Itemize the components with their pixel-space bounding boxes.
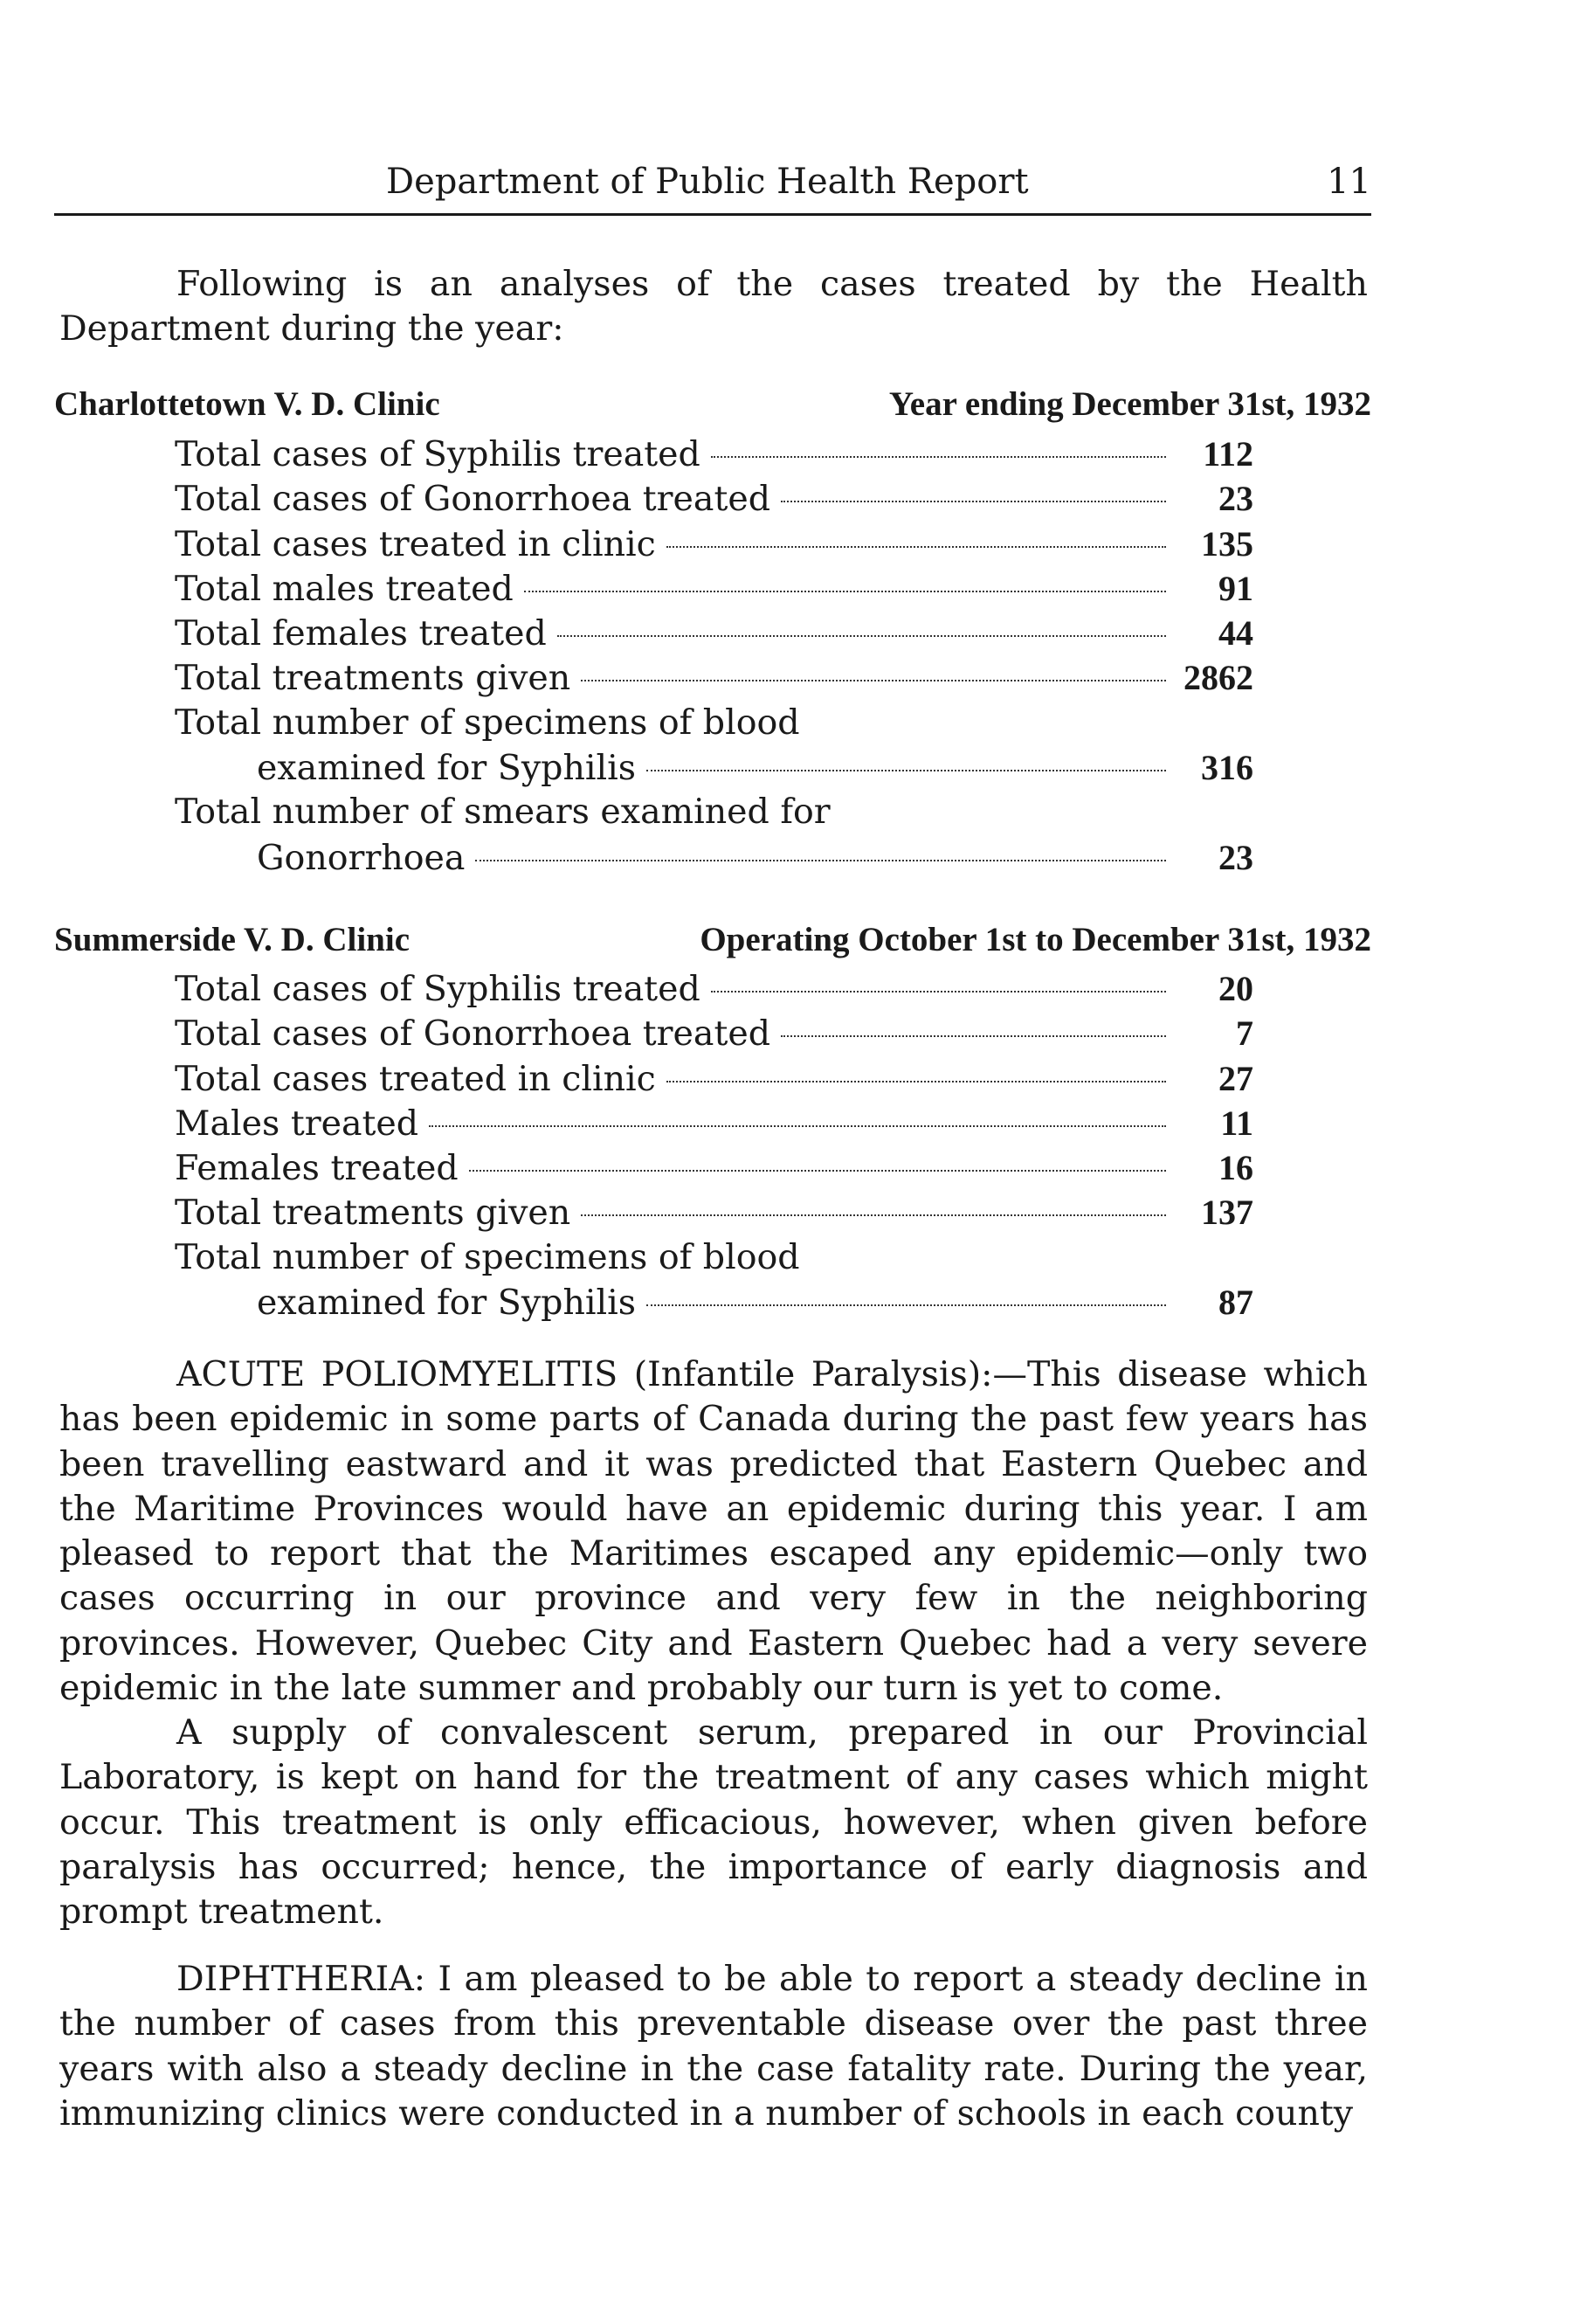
stat-value: 2862 (1183, 658, 1253, 698)
stat-row (175, 1145, 1253, 1190)
stat-label: Total cases treated in clinic (175, 1058, 656, 1099)
stat-label: Total cases of Gonorrhoea treated (175, 1013, 771, 1055)
dot-leader (524, 591, 1166, 592)
dot-leader (581, 1214, 1166, 1216)
dot-leader (711, 991, 1166, 993)
stat-label: Total cases of Syphilis treated (175, 969, 700, 1009)
stat-row (175, 476, 1253, 521)
serum-paragraph: A supply of convalescent serum, prepared in our Provincial Laboratory, is kept on hand for the treatment of any cases which might occur. This treatment is only efficacious, however, when given before paralysis has occurred; hence, the importance of early diagnosis and prompt treatment. (59, 1712, 1368, 1933)
stat-label: Males treated (175, 1103, 419, 1144)
stat-label-continued: examined for Syphilis (257, 748, 637, 789)
stat-row (175, 655, 1253, 700)
dot-leader (475, 860, 1166, 861)
clinic-name: Summerside V. D. Clinic (54, 921, 411, 958)
stat-label: Total treatments given (175, 658, 571, 699)
stat-value: 112 (1203, 434, 1253, 474)
dot-leader (711, 456, 1166, 458)
stat-row (175, 432, 1253, 476)
stat-label-continued: examined for Syphilis (257, 1283, 637, 1324)
dot-leader (581, 680, 1166, 681)
stat-label: Females treated (175, 1148, 459, 1189)
stat-row-first-line (175, 701, 1253, 745)
summerside-section-heading (54, 916, 1371, 964)
stat-row (175, 522, 1253, 566)
charlottetown-stats-list (175, 432, 1253, 880)
stat-row (175, 1011, 1253, 1055)
dot-leader (781, 501, 1166, 502)
stat-value: 135 (1201, 523, 1253, 564)
stat-label: Total cases treated in clinic (175, 523, 656, 564)
stat-row (175, 1101, 1253, 1145)
stat-value: 23 (1218, 479, 1253, 519)
stat-value: 11 (1220, 1103, 1253, 1143)
clinic-period: Operating October 1st to December 31st, 1932 (700, 921, 1371, 958)
diphtheria-paragraph: DIPHTHERIA: I am pleased to be able to report a steady decline in the number of cases from this preventable disease over the past three years with also a steady decline in the case fatality rate. During the year, immunizing clinics were conducted in a number of schools in each county (59, 1959, 1368, 2134)
stat-value: 27 (1218, 1058, 1253, 1098)
charlottetown-section-heading (54, 381, 1371, 428)
dot-leader (557, 635, 1166, 637)
stat-label: Total treatments given (175, 1193, 571, 1234)
stat-row (175, 566, 1253, 611)
summerside-stats-list (175, 966, 1253, 1325)
stat-value: 23 (1218, 837, 1253, 877)
stat-value: 20 (1218, 969, 1253, 1008)
stat-value: 91 (1218, 568, 1253, 608)
dot-leader (781, 1035, 1166, 1037)
stat-row (175, 611, 1253, 655)
stat-value: 316 (1201, 748, 1253, 788)
page-number: 11 (1327, 162, 1371, 202)
stat-row-continued (175, 1280, 1253, 1325)
dot-leader (666, 546, 1166, 548)
stat-label: Total number of specimens of blood (175, 702, 800, 743)
stat-value: 137 (1201, 1193, 1253, 1233)
stat-label: Total males treated (175, 568, 514, 609)
stat-value: 44 (1218, 613, 1253, 654)
stat-row-continued (175, 745, 1253, 790)
running-header (54, 159, 1371, 216)
clinic-name: Charlottetown V. D. Clinic (54, 385, 440, 423)
stat-row (175, 1056, 1253, 1101)
stat-row (175, 1190, 1253, 1235)
dot-leader (429, 1125, 1166, 1127)
stat-label: Total cases of Syphilis treated (175, 434, 700, 474)
dot-leader (646, 770, 1166, 771)
stat-label: Total cases of Gonorrhoea treated (175, 479, 771, 520)
stat-row-continued (175, 835, 1253, 880)
stat-label-continued: Gonorrhoea (257, 837, 466, 878)
dot-leader (666, 1081, 1166, 1082)
stat-value: 87 (1218, 1283, 1253, 1323)
clinic-period: Year ending December 31st, 1932 (888, 385, 1371, 423)
polio-paragraph: ACUTE POLIOMYELITIS (Infantile Paralysis):—This disease which has been epidemic in some parts of Canada during the past few years has been travelling eastward and it was predicted that Eastern Quebec and the Maritime Provinces would have an epidemic during this year. I am pleased to report that the Maritimes escaped any epidemic—only two cases occurring in our province and very few in the neighboring provinces. However, Quebec City and Eastern Quebec had a very severe epidemic in the late summer and probably our turn is yet to come. (59, 1354, 1368, 1709)
stat-label: Total number of smears examined for (175, 792, 831, 833)
stat-label: Total number of specimens of blood (175, 1236, 800, 1277)
stat-label: Total females treated (175, 613, 547, 654)
stat-row-first-line (175, 1235, 1253, 1280)
stat-row-first-line (175, 790, 1253, 834)
stat-value: 7 (1236, 1013, 1253, 1054)
intro-paragraph: Following is an analyses of the cases treated by the Health Department during the year: (59, 264, 1368, 349)
header-title: Department of Public Health Report (386, 162, 1029, 202)
dot-leader (646, 1304, 1166, 1306)
dot-leader (469, 1170, 1166, 1172)
stat-row (175, 966, 1253, 1011)
stat-value: 16 (1218, 1148, 1253, 1188)
